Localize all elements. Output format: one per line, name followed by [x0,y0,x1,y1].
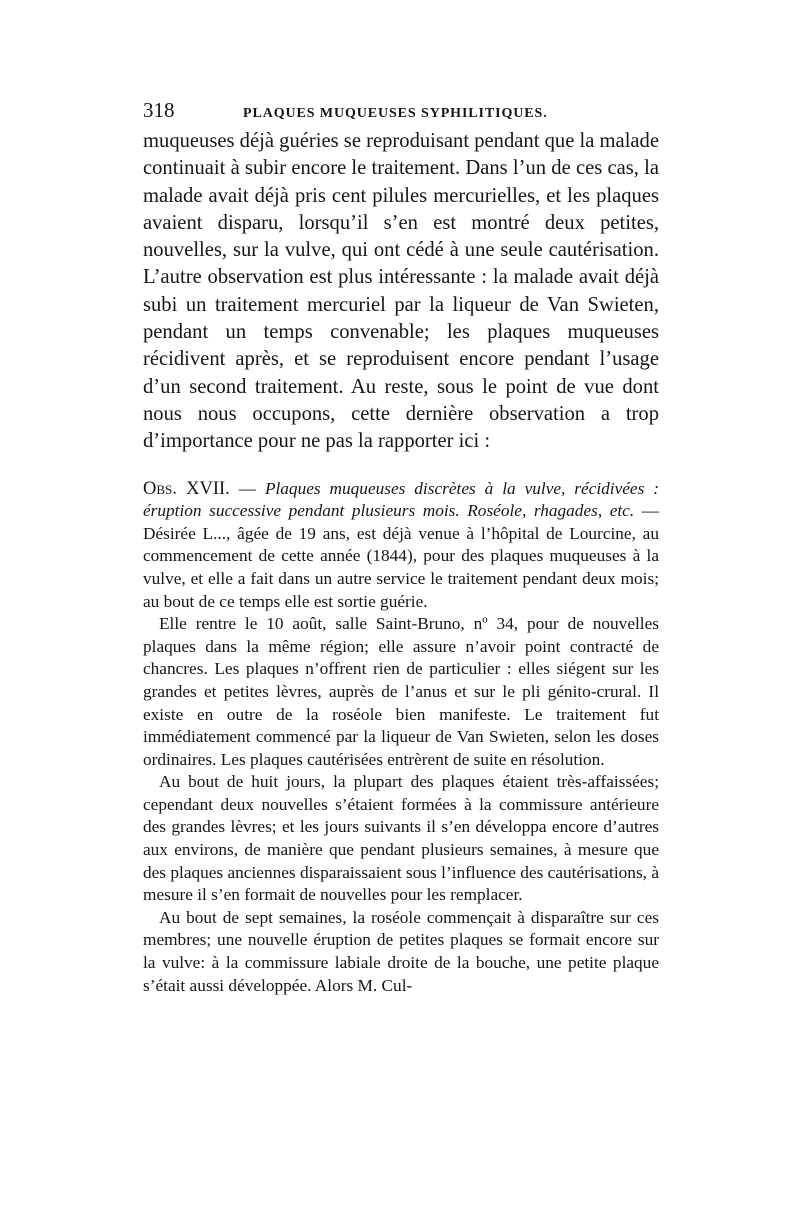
observation-paragraph-3: Au bout de huit jours, la plupart des plaques étaient très-affaissées; cependant deux nouvelles s’étaient formées à la commissure antérieure des grandes lèvres; et les jours suivants il s’en développa encore d’autres aux environs, de manière que pendant plusieurs semaines, à mesure que des plaques anciennes disparaissaient sous l’influence des cautérisations, à mesure il s’en formait de nouvelles pour les remplacer. [143,772,659,905]
page-number: 318 [143,98,175,122]
observation-block [143,478,659,998]
running-title: PLAQUES MUQUEUSES SYPHILITIQUES. [243,106,548,121]
observation-paragraph-1 [143,478,659,614]
observation-paragraph-2: Elle rentre le 10 août, salle Saint-Bruno, nº 34, pour de nouvelles plaques dans la même région; elle assure n’avoir point contracté de chancres. Les plaques n’offrent rien de particulier : elles siégent sur les grandes et petites lèvres, auprès de l’anus et sur le pli génito-crural. Il existe en outre de la roséole bien manifeste. Le traitement fut immédiatement commencé par la liqueur de Van Swieten, selon les doses ordinaires. Les plaques cautérisées entrèrent de suite en résolution. [143,614,659,769]
observation-dash: — [229,478,265,498]
body-paragraph: muqueuses déjà guéries se reproduisant pendant que la malade continuait à subir encore le traitement. Dans l’un de ces cas, la malade avait déjà pris cent pilules mercurielles, et les plaques avaient disparu, lorsqu’il s’en est montré deux petites, nouvelles, sur la vulve, qui ont cédé à une seule cautérisation. L’autre observation est plus intéressante : la malade avait déjà subi un traitement mercuriel par la liqueur de Van Swieten, pendant un temps convenable; les plaques muqueuses récidivent après, et se reproduisent encore pendant l’usage d’un second traitement. Au reste, sous le point de vue dont nous nous occupons, cette dernière observation a trop d’importance pour ne pas la rapporter ici : [143,130,659,453]
observation-label: Obs. XVII. [143,478,230,499]
page-header [143,98,659,128]
main-text [143,128,659,456]
book-page [143,98,659,997]
observation-title: Plaques muqueuses discrètes à la vulve, récidivées : éruption successive pendant plusieurs mois. Roséole, rhagades, etc. [143,478,660,521]
observation-paragraph-4: Au bout de sept semaines, la roséole commençait à disparaître sur ces membres; une nouvelle éruption de petites plaques se formait encore sur la vulve: à la commissure labiale droite de la bouche, une petite plaque s’était aussi développée. Alors M. Cul- [143,907,659,995]
observation-intro: — Désirée L..., âgée de 19 ans, est déjà venue à l’hôpital de Lourcine, au commencement de cette année (1844), pour des plaques muqueuses à la vulve, et elle a fait dans un autre service le traitement pendant deux mois; au bout de ce temps elle est sortie guérie. [143,501,659,611]
